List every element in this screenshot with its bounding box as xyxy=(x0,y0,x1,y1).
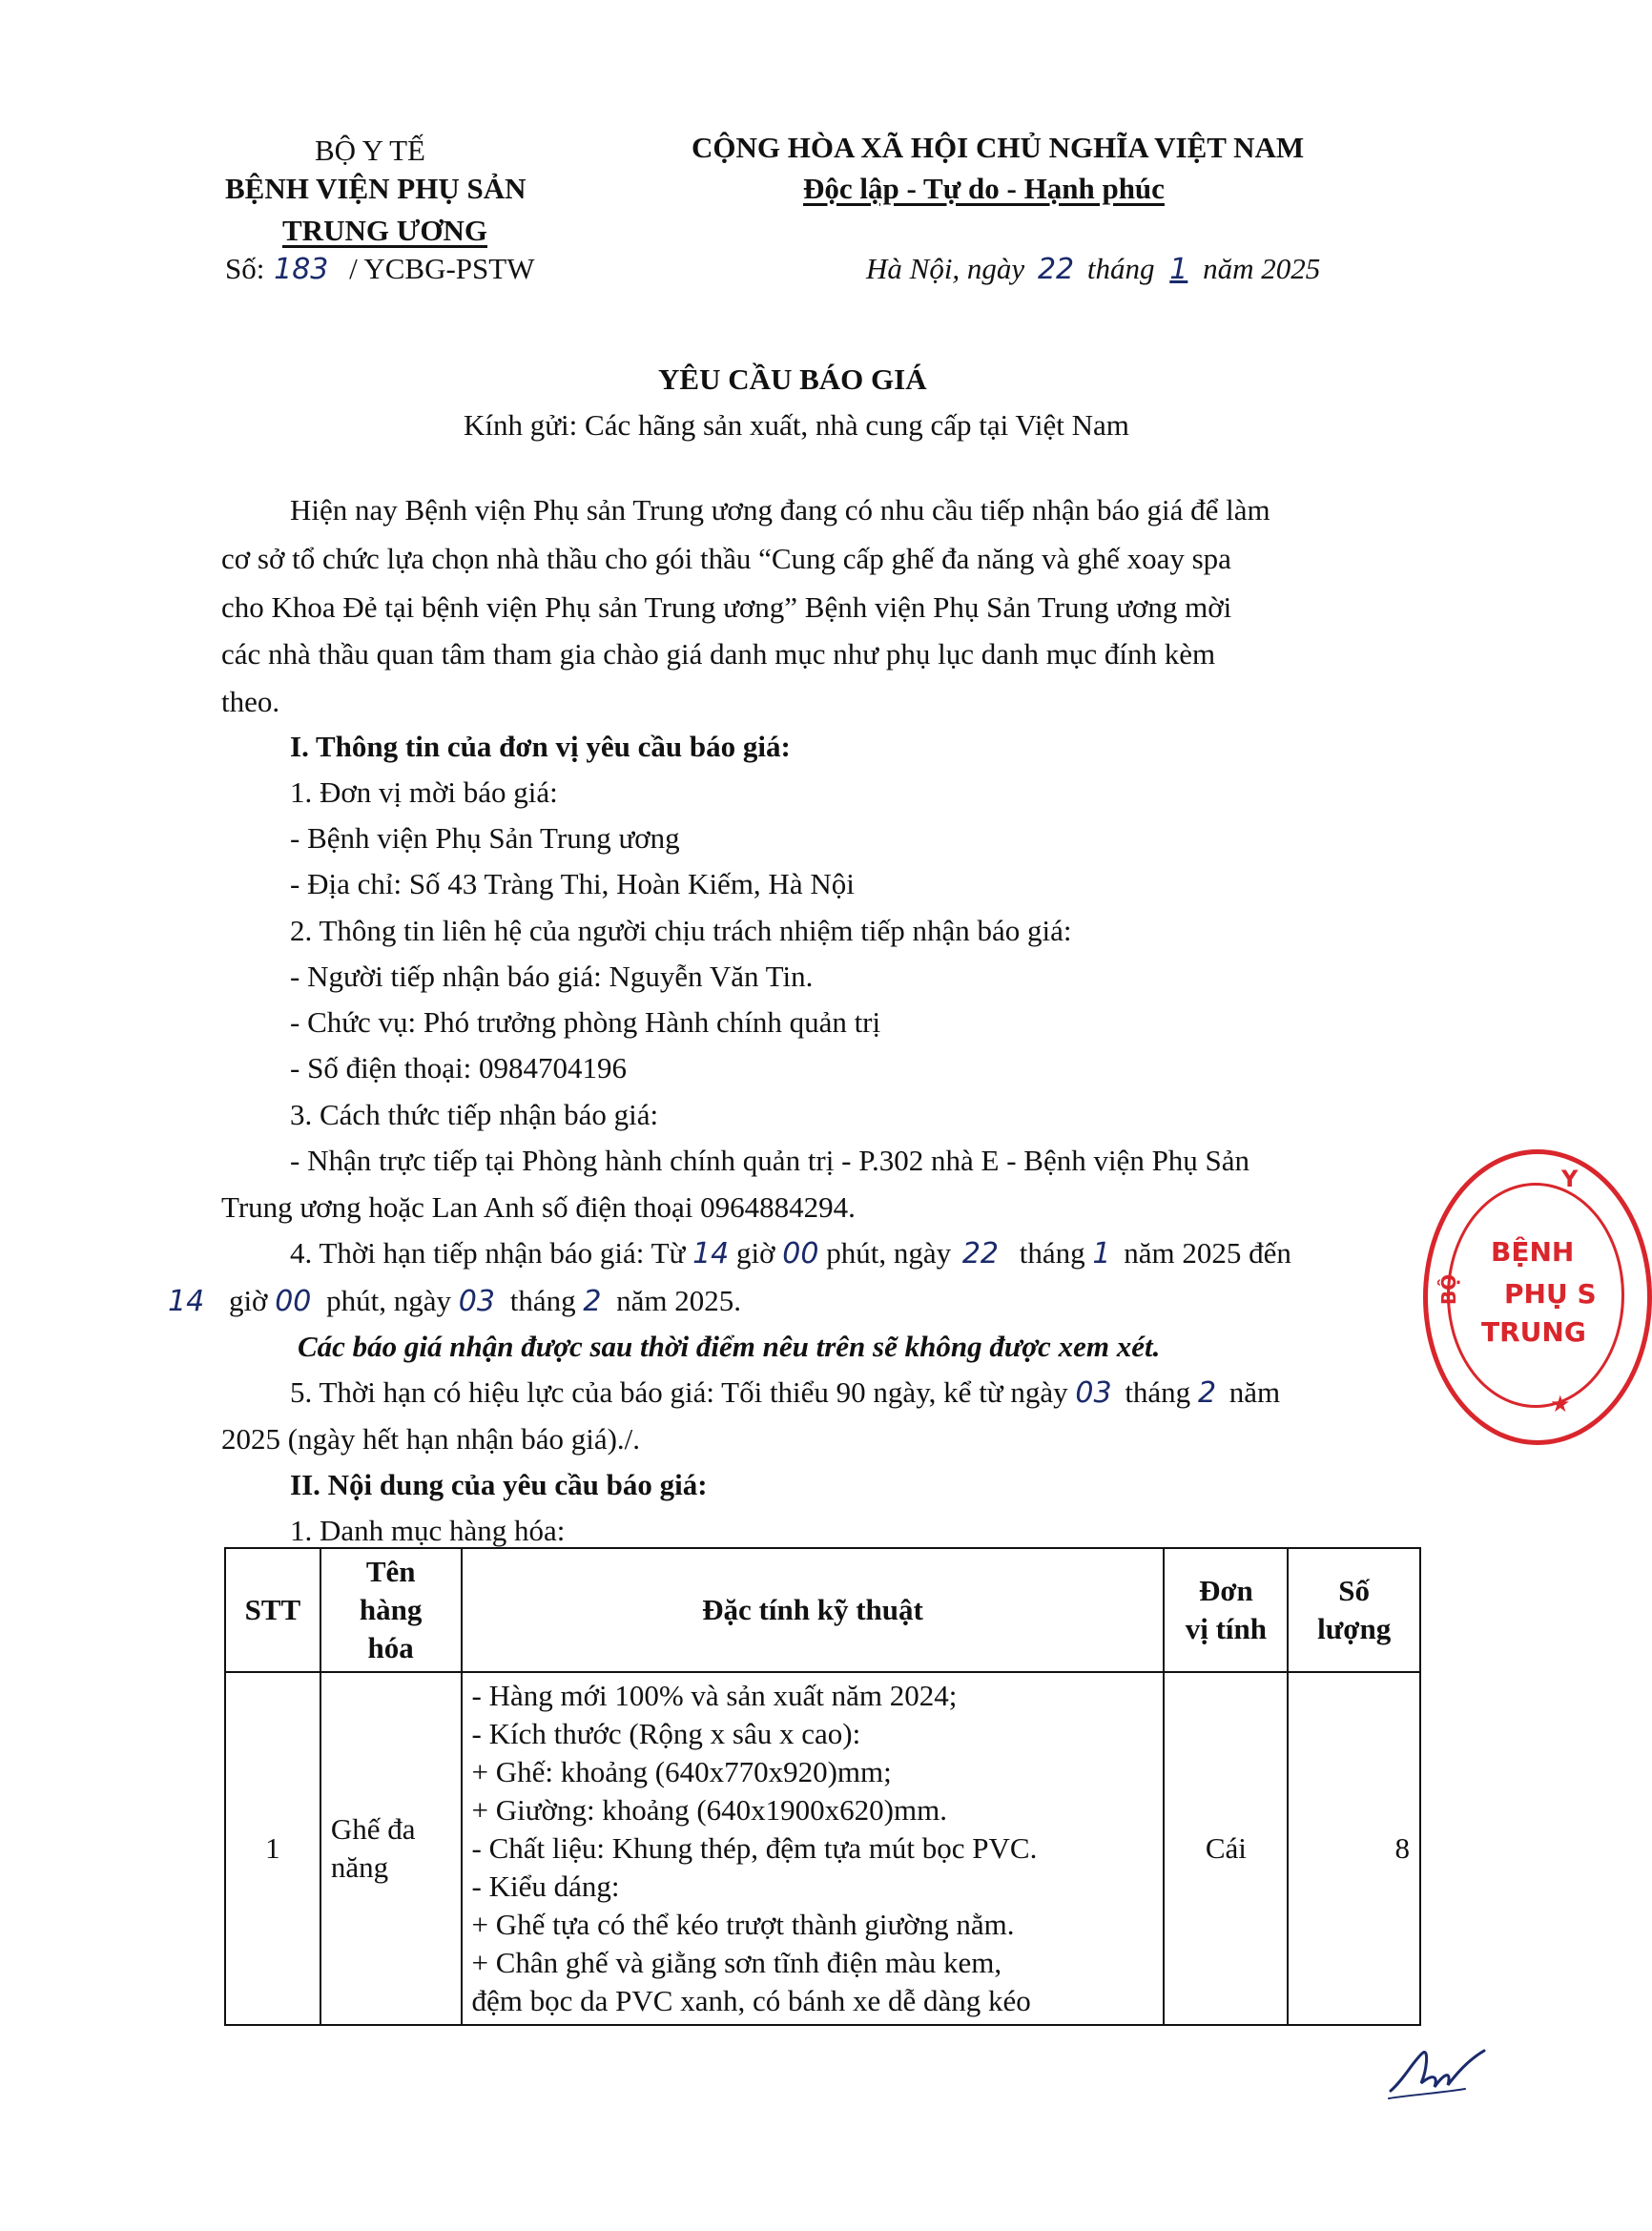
document-number xyxy=(225,250,534,289)
doc-no-suffix: / YCBG-PSTW xyxy=(349,252,535,285)
doc-no-prefix: Số: xyxy=(225,252,265,285)
deadline-text-1: 4. Thời hạn tiếp nhận báo giá: Từ xyxy=(290,1236,686,1270)
validity-text-3: năm xyxy=(1229,1375,1281,1409)
header-stt: STT xyxy=(225,1548,320,1672)
receiving-method-line1: - Nhận trực tiếp tại Phòng hành chính quản trị - P.302 nhà E - Bệnh viện Phụ Sản xyxy=(290,1144,1250,1177)
nation-title: CỘNG HÒA XÃ HỘI CHỦ NGHĨA VIỆT NAM xyxy=(692,131,1305,164)
header-spec: Đặc tính kỹ thuật xyxy=(462,1548,1165,1672)
validity-line2: 2025 (ngày hết hạn nhận báo giá)./. xyxy=(221,1422,641,1456)
receiver-name: - Người tiếp nhận báo giá: Nguyễn Văn Tin. xyxy=(290,960,814,993)
hospital-name-line1: BỆNH VIỆN PHỤ SẢN xyxy=(225,172,527,205)
deadline-text-3: phút, ngày xyxy=(826,1236,952,1270)
section1-item3: 3. Cách thức tiếp nhận báo giá: xyxy=(290,1098,659,1131)
initials-signature xyxy=(1385,2041,1490,2108)
intro-line-5: theo. xyxy=(221,685,280,718)
deadline-text-9: năm 2025. xyxy=(616,1284,742,1317)
row-name-2: năng xyxy=(330,1850,389,1884)
deadline-to-minute: 00 xyxy=(275,1285,312,1318)
deadline-text-2: giờ xyxy=(736,1236,775,1270)
section1-heading: I. Thông tin của đơn vị yêu cầu báo giá: xyxy=(290,730,791,763)
validity-line1 xyxy=(290,1374,1280,1413)
deadline-text-4: tháng xyxy=(1019,1236,1085,1270)
date-prefix: Hà Nội, ngày xyxy=(866,252,1025,285)
spec-line-9: đệm bọc da PVC xanh, có bánh xe dễ dàng kéo xyxy=(471,1984,1031,2017)
validity-day: 03 xyxy=(1075,1376,1112,1410)
spec-line-3: + Ghế: khoảng (640x770x920)mm; xyxy=(471,1755,892,1788)
spec-line-2: - Kích thước (Rộng x sâu x cao): xyxy=(471,1717,861,1750)
doc-no-handwritten: 183 xyxy=(274,253,329,286)
validity-text-2: tháng xyxy=(1125,1375,1191,1409)
row-spec xyxy=(462,1672,1165,2025)
goods-table xyxy=(224,1547,1421,2026)
intro-line-3: cho Khoa Đẻ tại bệnh viện Phụ sản Trung ương” Bệnh viện Phụ Sản Trung ương mời xyxy=(221,590,1232,624)
deadline-text-7: phút, ngày xyxy=(326,1284,452,1317)
spec-line-8: + Chân ghế và giằng sơn tĩnh điện màu kem, xyxy=(471,1946,1002,1979)
header-name-2: hàng xyxy=(359,1593,423,1626)
stamp-line1: BỆNH xyxy=(1491,1236,1575,1268)
unit-address: - Địa chỉ: Số 43 Tràng Thi, Hoàn Kiếm, Hà Nội xyxy=(290,867,855,900)
row-name xyxy=(320,1672,462,2025)
spec-line-4: + Giường: khoảng (640x1900x620)mm. xyxy=(471,1793,947,1827)
deadline-from-minute: 00 xyxy=(782,1237,819,1270)
row-unit: Cái xyxy=(1164,1672,1288,2025)
red-stamp xyxy=(1423,1149,1652,1445)
table-row xyxy=(225,1672,1420,2025)
date-year: năm 2025 xyxy=(1203,252,1321,285)
intro-line-2: cơ sở tổ chức lựa chọn nhà thầu cho gói thầu “Cung cấp ghế đa năng và ghế xoay spa xyxy=(221,542,1231,575)
deadline-to-day: 03 xyxy=(458,1285,495,1318)
stamp-line2: PHỤ S xyxy=(1504,1278,1597,1310)
row-stt: 1 xyxy=(225,1672,320,2025)
receiving-method-line2: Trung ương hoặc Lan Anh số điện thoại 0964884294. xyxy=(221,1190,856,1224)
header-unit-2: vị tính xyxy=(1185,1612,1268,1645)
deadline-text-6: giờ xyxy=(228,1284,268,1317)
issue-date xyxy=(866,250,1320,289)
intro-line-1: Hiện nay Bệnh viện Phụ sản Trung ương đang có nhu cầu tiếp nhận báo giá để làm xyxy=(290,493,1270,527)
table-header-row xyxy=(225,1548,1420,1672)
receiver-phone: - Số điện thoại: 0984704196 xyxy=(290,1051,628,1085)
row-name-1: Ghế đa xyxy=(330,1812,416,1846)
document-title: YÊU CẦU BÁO GIÁ xyxy=(658,362,927,396)
section2-heading: II. Nội dung của yêu cầu báo giá: xyxy=(290,1468,708,1501)
stamp-top-letter: Y xyxy=(1561,1166,1579,1192)
motto: Độc lập - Tự do - Hạnh phúc xyxy=(803,172,1165,205)
header-name-1: Tên xyxy=(365,1555,416,1588)
date-day-handwritten: 22 xyxy=(1037,253,1075,286)
header-qty xyxy=(1288,1548,1420,1672)
validity-month: 2 xyxy=(1197,1376,1217,1410)
header-unit xyxy=(1164,1548,1288,1672)
deadline-text-5: năm 2025 đến xyxy=(1124,1236,1291,1270)
deadline-from-month: 1 xyxy=(1092,1237,1111,1270)
ministry: BỘ Y TẾ xyxy=(315,134,425,167)
validity-text-1: 5. Thời hạn có hiệu lực của báo giá: Tối thiểu 90 ngày, kể từ ngày xyxy=(290,1375,1068,1409)
date-month-label: tháng xyxy=(1086,252,1155,285)
stamp-star-icon: ★ xyxy=(1550,1391,1571,1417)
header-unit-1: Đơn xyxy=(1198,1574,1253,1607)
deadline-to-hour: 14 xyxy=(168,1285,205,1318)
header-name xyxy=(320,1548,462,1672)
header-qty-2: lượng xyxy=(1317,1612,1392,1645)
date-month-handwritten: 1 xyxy=(1169,253,1188,286)
section1-item2: 2. Thông tin liên hệ của người chịu trách nhiệm tiếp nhận báo giá: xyxy=(290,914,1072,947)
spec-line-5: - Chất liệu: Khung thép, đệm tựa mút bọc PVC. xyxy=(471,1831,1038,1865)
stamp-line3: TRUNG xyxy=(1481,1316,1586,1348)
recipient: Kính gửi: Các hãng sản xuất, nhà cung cấp tại Việt Nam xyxy=(464,408,1129,442)
spec-line-7: + Ghế tựa có thể kéo trượt thành giường nằm. xyxy=(471,1908,1015,1941)
late-quote-warning: Các báo giá nhận được sau thời điểm nêu trên sẽ không được xem xét. xyxy=(298,1330,1161,1363)
header-qty-1: Số xyxy=(1338,1574,1371,1607)
section1-item1: 1. Đơn vị mời báo giá: xyxy=(290,775,558,809)
spec-line-6: - Kiểu dáng: xyxy=(471,1869,620,1903)
row-qty: 8 xyxy=(1288,1672,1420,2025)
stamp-side-text: BỘ xyxy=(1437,1273,1461,1306)
deadline-from-day: 22 xyxy=(961,1237,1000,1270)
section2-item1: 1. Danh mục hàng hóa: xyxy=(290,1514,566,1547)
intro-line-4: các nhà thầu quan tâm tham gia chào giá danh mục như phụ lục danh mục đính kèm xyxy=(221,637,1216,671)
deadline-from-hour: 14 xyxy=(692,1237,730,1270)
inviting-unit: - Bệnh viện Phụ Sản Trung ương xyxy=(290,821,680,855)
spec-line-1: - Hàng mới 100% và sản xuất năm 2024; xyxy=(471,1679,958,1712)
deadline-line1 xyxy=(290,1234,1291,1273)
deadline-line2 xyxy=(168,1282,741,1321)
deadline-to-month: 2 xyxy=(583,1285,602,1318)
receiver-position: - Chức vụ: Phó trưởng phòng Hành chính quản trị xyxy=(290,1005,881,1039)
header-name-3: hóa xyxy=(367,1631,414,1664)
hospital-name-line2: TRUNG ƯƠNG xyxy=(282,214,487,247)
deadline-text-8: tháng xyxy=(509,1284,576,1317)
